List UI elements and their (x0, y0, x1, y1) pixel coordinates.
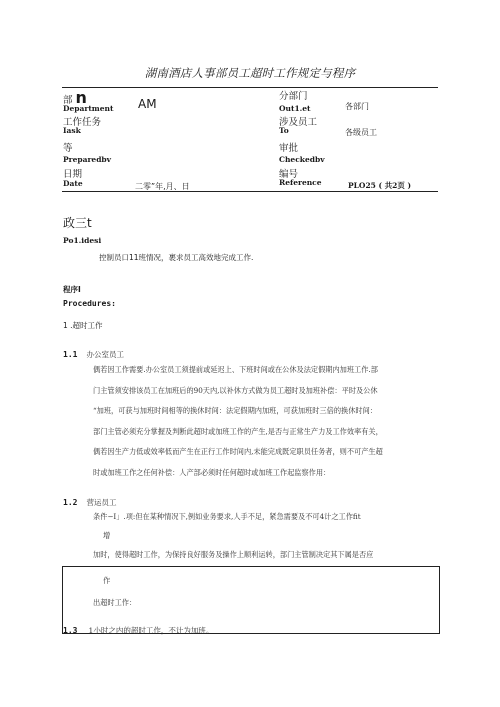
table-bottom-rule (62, 191, 438, 192)
dept-value: AM (138, 97, 157, 111)
document-title: 湖南酒店人事部员工超时工作规定与程序 (144, 66, 356, 80)
dept-label-en: Department (63, 104, 114, 113)
box-line-1: 作 (103, 576, 111, 585)
date-value: 二零”年,月、日 (135, 182, 190, 191)
task-label-en: Iask (63, 126, 81, 135)
para2-line-2: 增 (103, 531, 111, 540)
para1-line-4: 部门主管必须充分掌握及判断此超时或加班工作的产生,是否与正常生产力及工作效率有关， (93, 427, 383, 436)
policy-text: 控制员口11班情况，裹求员工高效地完成工作. (99, 253, 254, 262)
box-line-2: 出超时工作： (93, 598, 137, 607)
involves-label: 涉及员工 (279, 117, 318, 128)
prepared-label: 等 (63, 143, 73, 154)
date-label-en: Date (63, 179, 83, 188)
para1-line-6: 时或加班工作之任何补偿：人产部必须时任何超时或加班工作起监察作用： (93, 468, 331, 477)
procedures-heading-en: Procedures: (63, 299, 116, 308)
subdept-label: 分部门 (279, 91, 308, 102)
date-label: 日期 (63, 169, 83, 180)
dept-glyph: n (75, 88, 87, 107)
checked-label: 审批 (279, 143, 299, 154)
involves-value: 各级员工 (345, 128, 377, 137)
para1-line-3: “加班，可获与加班时间相等的换休时间：法定假期内加班，可获加班时三倍的换休时间： (93, 406, 377, 415)
checked-label-en: Checkedbv (279, 155, 325, 164)
ref-label: 编号 (279, 169, 299, 180)
subdept-value: 各部门 (345, 102, 369, 111)
policy-heading: 政三t (63, 216, 92, 230)
ref-value: PLO25 ( 共2页 ) (348, 181, 412, 190)
procedures-heading: 程序I (63, 285, 81, 294)
para1-line-1: 偶若因工作需要.办公室员工须提前或延迟上、下班时间或在公休及法定假期内加班工作.部 (93, 365, 378, 374)
prepared-label-en: Preparedbv (63, 155, 112, 164)
table-top-rule (62, 87, 438, 88)
subdept-label-en: Out1.et (279, 104, 311, 113)
dept-label: 部 n (63, 88, 87, 107)
para1-line-2: 门主管须安排该员工在加班后的90天内,以补休方式做为员工超时及加班补偿：平时及公休 (93, 386, 378, 395)
policy-heading-en: Po1.idesi (63, 236, 102, 245)
section-1-2-heading: 1.2 营运员工 (63, 498, 117, 507)
para2-line-1: 条件−I」.项:但在某种情况下,例如业务要求,人手不足，紧急需要及不可4计之工作fit (93, 512, 361, 521)
section-1-3: 1.3 1小时之内的超时工作，不计为加班。 (63, 626, 214, 635)
task-label: 工作任务 (63, 117, 102, 128)
para1-line-5: 偶若因生产力低或效率低而产生在正行工作时间内,未能完成既定职员任务者，则不可产生超 (93, 447, 383, 456)
para2-line-3: 加时，使得超时工作，为保持良好服务及操作上顺利运转，部门主管制决定其下属是否应 (93, 550, 374, 559)
ref-label-en: Reference (279, 178, 322, 187)
involves-label-en: To (279, 126, 289, 135)
section-1-1-heading: 1.1 办公室员工 (63, 350, 125, 359)
section-1-heading: 1 .超时工作 (63, 321, 103, 330)
